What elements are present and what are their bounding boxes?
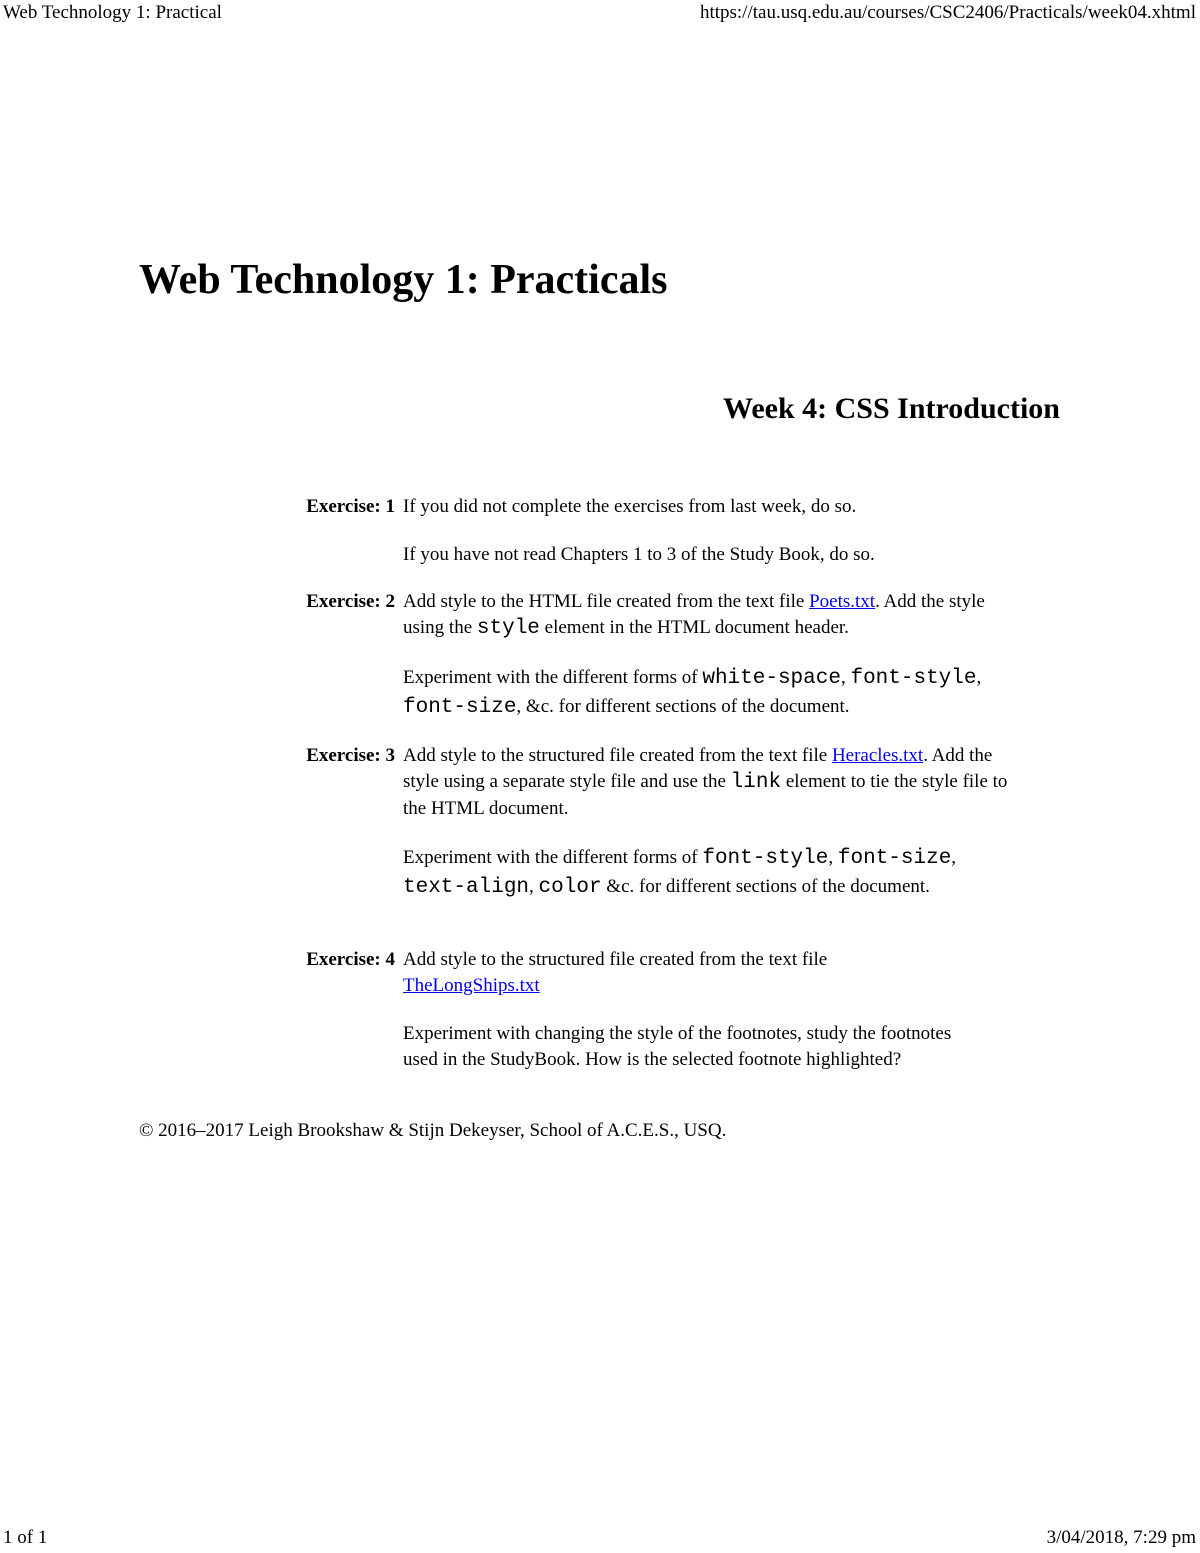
text-run: Experiment with the different forms of [403, 667, 703, 688]
text-run: , [951, 847, 957, 868]
exercise-body [403, 743, 1013, 924]
copyright-notice: © 2016–2017 Leigh Brookshaw & Stijn Dekeyser, School of A.C.E.S., USQ. [139, 1120, 727, 1141]
text-run: Experiment with the different forms of [403, 847, 703, 868]
code-font-size: font-size [403, 696, 517, 719]
print-footer-datetime: 3/04/2018, 7:29 pm [1046, 1527, 1196, 1548]
code-style: style [476, 617, 540, 640]
text-run: , [529, 876, 539, 897]
exercise-paragraph: Experiment with changing the style of the footnotes, study the footnotes used in the StudyBook. How is the selected footnote highlighted? [403, 1023, 952, 1070]
print-header-title: Web Technology 1: Practical [3, 2, 222, 23]
code-font-size: font-size [837, 847, 952, 870]
text-run: , [976, 667, 982, 688]
exercise-paragraph [403, 947, 963, 999]
exercise-body [403, 494, 1013, 590]
exercise-paragraph [403, 743, 1013, 822]
text-run: , [840, 667, 851, 688]
week-title: Week 4: CSS Introduction [722, 392, 1060, 425]
exercise-paragraph: If you have not read Chapters 1 to 3 of the Study Book, do so. [403, 544, 875, 565]
exercise-body [403, 589, 1013, 744]
text-run: Add style to the HTML file created from the text file [403, 591, 810, 612]
print-footer-page: 1 of 1 [3, 1527, 48, 1548]
exercise-body [403, 947, 963, 1095]
text-run: &c. for different sections of the document. [601, 876, 930, 897]
exercise-label: Exercise: 3 [306, 745, 395, 766]
text-run: Add style to the structured file created from the text file [403, 949, 828, 970]
text-run: . Add the style using the [403, 591, 985, 638]
heracles-link[interactable]: Heracles.txt [831, 745, 924, 766]
code-white-space: white-space [702, 667, 841, 690]
text-run: Add style to the structured file created from the text file [403, 745, 832, 766]
exercise-label: Exercise: 1 [306, 496, 395, 517]
code-link: link [730, 771, 782, 794]
text-run: , &c. for different sections of the document. [516, 696, 850, 717]
exercise-label: Exercise: 2 [306, 591, 395, 612]
text-run: element to tie the style file to the HTML document. [403, 771, 1008, 819]
code-text-align: text-align [403, 876, 530, 899]
code-font-style: font-style [702, 847, 829, 870]
exercise-paragraph [403, 844, 1013, 902]
text-run: , [828, 847, 838, 868]
text-run: . Add the style using a separate style file and use the [403, 745, 993, 792]
page-title: Web Technology 1: Practicals [139, 257, 668, 303]
exercise-paragraph: If you did not complete the exercises from last week, do so. [403, 496, 857, 517]
exercise-paragraph [403, 589, 1013, 642]
code-font-style: font-style [850, 667, 977, 690]
exercise-paragraph [403, 664, 1013, 722]
exercise-label: Exercise: 4 [306, 949, 395, 970]
poets-link[interactable]: Poets.txt [809, 591, 876, 612]
print-header-url: https://tau.usq.edu.au/courses/CSC2406/Practicals/week04.xhtml [699, 2, 1196, 23]
code-color: color [538, 876, 602, 899]
text-run: element in the HTML document header. [539, 617, 849, 638]
thelongships-link[interactable]: TheLongShips.txt [403, 975, 540, 996]
